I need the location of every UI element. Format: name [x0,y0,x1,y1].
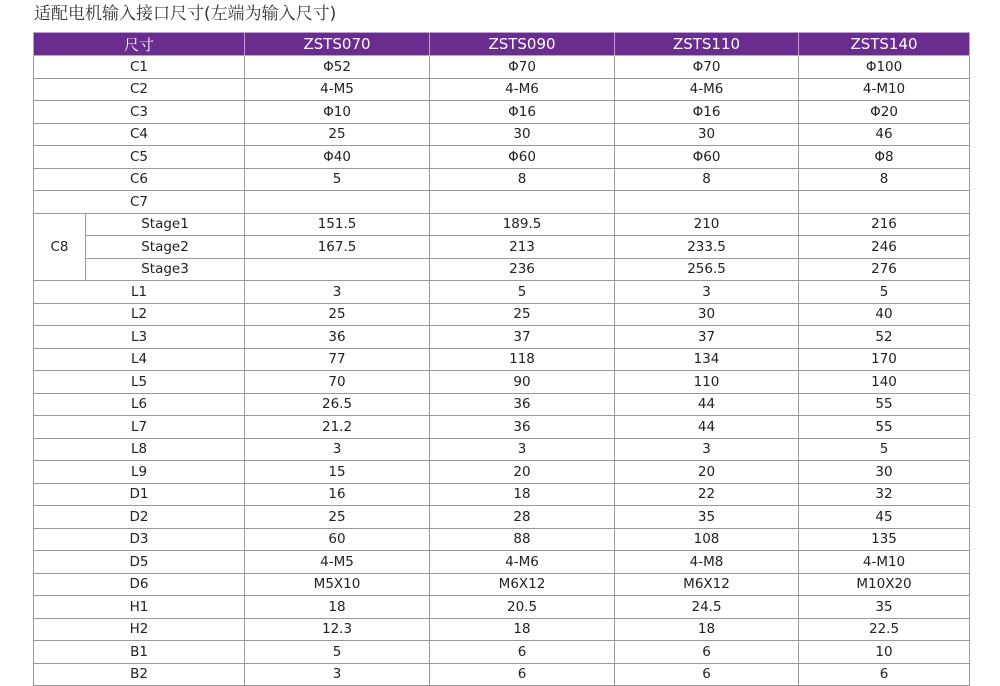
row-value: Φ70 [430,56,615,79]
row-value: 30 [430,123,615,146]
row-value: 30 [615,123,799,146]
row-value: 22.5 [799,618,970,641]
table-row [34,506,970,529]
row-label: D3 [34,528,245,551]
row-value: 70 [245,371,430,394]
row-value [615,191,799,214]
row-value: 167.5 [245,236,430,259]
row-value: 189.5 [430,213,615,236]
row-label: C7 [34,191,245,214]
table-row [34,461,970,484]
row-label: D6 [34,573,245,596]
row-value: 5 [430,281,615,304]
row-value: 46 [799,123,970,146]
row-value: 213 [430,236,615,259]
row-value: 35 [615,506,799,529]
row-value: Φ100 [799,56,970,79]
row-value: 22 [615,483,799,506]
row-value: 25 [245,123,430,146]
row-label: B2 [34,663,245,686]
row-value: 3 [615,438,799,461]
table-row [34,618,970,641]
table-row [34,303,970,326]
row-value: 40 [799,303,970,326]
row-value: 108 [615,528,799,551]
table-row [34,551,970,574]
table-row [34,281,970,304]
row-value: 6 [615,641,799,664]
row-value: 3 [615,281,799,304]
table-row [34,641,970,664]
row-label: C2 [34,78,245,101]
row-value: 134 [615,348,799,371]
row-label: L8 [34,438,245,461]
row-value: 60 [245,528,430,551]
row-value: 44 [615,393,799,416]
row-value: 18 [245,596,430,619]
table-row [34,168,970,191]
table-row [34,123,970,146]
row-value: 20 [430,461,615,484]
stage-label: Stage3 [86,258,245,281]
row-value: M5X10 [245,573,430,596]
header-zsts070: ZSTS070 [245,33,430,56]
table-row [34,191,970,214]
row-label: L7 [34,416,245,439]
row-value: 233.5 [615,236,799,259]
row-label: C1 [34,56,245,79]
row-label: L2 [34,303,245,326]
row-value: Φ40 [245,146,430,169]
row-value: 15 [245,461,430,484]
row-value: 88 [430,528,615,551]
header-zsts140: ZSTS140 [799,33,970,56]
row-value: 4-M5 [245,551,430,574]
row-value: 12.3 [245,618,430,641]
page-title: 适配电机输入接口尺寸(左端为输入尺寸) [34,4,337,24]
table-row [34,101,970,124]
row-value: 110 [615,371,799,394]
row-value [430,191,615,214]
row-value [245,258,430,281]
row-value: 4-M10 [799,551,970,574]
row-value: M6X12 [615,573,799,596]
row-value: 25 [245,303,430,326]
row-value: 256.5 [615,258,799,281]
row-value: 36 [430,416,615,439]
row-label: H1 [34,596,245,619]
row-value: 20 [615,461,799,484]
row-label: C5 [34,146,245,169]
row-value: Φ10 [245,101,430,124]
row-value: 4-M6 [430,551,615,574]
row-value: M6X12 [430,573,615,596]
row-label: L5 [34,371,245,394]
row-value: 36 [245,326,430,349]
row-value [245,191,430,214]
dimension-table [33,32,970,686]
row-value: 170 [799,348,970,371]
table-row [34,348,970,371]
row-value: 30 [615,303,799,326]
row-value: Φ60 [430,146,615,169]
row-value: 37 [615,326,799,349]
row-value: 28 [430,506,615,529]
row-value: 52 [799,326,970,349]
row-value: 16 [245,483,430,506]
row-value: 20.5 [430,596,615,619]
row-value: 6 [615,663,799,686]
table-row [34,146,970,169]
row-value: 118 [430,348,615,371]
row-value: 8 [799,168,970,191]
row-value: 236 [430,258,615,281]
table-row [34,326,970,349]
row-value: 5 [245,641,430,664]
table-row [34,393,970,416]
group-label: C8 [34,213,86,281]
row-value: 5 [245,168,430,191]
row-label: C6 [34,168,245,191]
row-label: L3 [34,326,245,349]
row-value: Φ16 [430,101,615,124]
row-value: 246 [799,236,970,259]
row-label: L4 [34,348,245,371]
row-value: 18 [615,618,799,641]
row-value: Φ20 [799,101,970,124]
row-label: L6 [34,393,245,416]
row-value: 55 [799,416,970,439]
row-label: H2 [34,618,245,641]
stage-label: Stage1 [86,213,245,236]
row-label: D2 [34,506,245,529]
stage-label: Stage2 [86,236,245,259]
row-value: 4-M5 [245,78,430,101]
row-value: 77 [245,348,430,371]
row-value: 4-M10 [799,78,970,101]
table-row [34,438,970,461]
row-value: 25 [245,506,430,529]
table-row [34,371,970,394]
row-value: M10X20 [799,573,970,596]
row-value: 90 [430,371,615,394]
row-value [799,191,970,214]
row-value: 4-M6 [615,78,799,101]
row-value: 18 [430,618,615,641]
row-label: L1 [34,281,245,304]
row-value: 4-M8 [615,551,799,574]
row-value: Φ70 [615,56,799,79]
row-label: B1 [34,641,245,664]
row-value: 21.2 [245,416,430,439]
row-label: C4 [34,123,245,146]
row-value: 140 [799,371,970,394]
table-row [34,663,970,686]
row-value: Φ60 [615,146,799,169]
row-value: 45 [799,506,970,529]
header-size: 尺寸 [34,33,245,56]
row-label: C3 [34,101,245,124]
row-value: 5 [799,438,970,461]
row-value: 276 [799,258,970,281]
table-row [34,213,970,236]
table-row [34,528,970,551]
row-value: 3 [430,438,615,461]
row-value: 8 [615,168,799,191]
row-value: Φ52 [245,56,430,79]
row-value: 55 [799,393,970,416]
table-body [34,56,970,686]
row-label: D1 [34,483,245,506]
row-value: 3 [245,663,430,686]
row-value: 37 [430,326,615,349]
row-value: 5 [799,281,970,304]
row-value: 44 [615,416,799,439]
row-value: 26.5 [245,393,430,416]
row-value: Φ8 [799,146,970,169]
row-value: 6 [430,663,615,686]
row-value: 30 [799,461,970,484]
table-header [34,33,970,56]
row-value: Φ16 [615,101,799,124]
table-row [34,236,970,259]
row-value: 36 [430,393,615,416]
table-row [34,483,970,506]
table-row [34,416,970,439]
row-value: 135 [799,528,970,551]
row-value: 10 [799,641,970,664]
row-value: 32 [799,483,970,506]
table-row [34,596,970,619]
header-zsts090: ZSTS090 [430,33,615,56]
row-value: 25 [430,303,615,326]
row-value: 4-M6 [430,78,615,101]
table-row [34,573,970,596]
row-value: 6 [799,663,970,686]
row-value: 6 [430,641,615,664]
row-value: 3 [245,281,430,304]
row-value: 24.5 [615,596,799,619]
table-row [34,78,970,101]
row-value: 210 [615,213,799,236]
header-row [34,33,970,56]
row-value: 8 [430,168,615,191]
row-label: L9 [34,461,245,484]
header-zsts110: ZSTS110 [615,33,799,56]
row-value: 216 [799,213,970,236]
table-row [34,56,970,79]
row-value: 18 [430,483,615,506]
row-value: 35 [799,596,970,619]
table-row [34,258,970,281]
row-label: D5 [34,551,245,574]
row-value: 3 [245,438,430,461]
row-value: 151.5 [245,213,430,236]
